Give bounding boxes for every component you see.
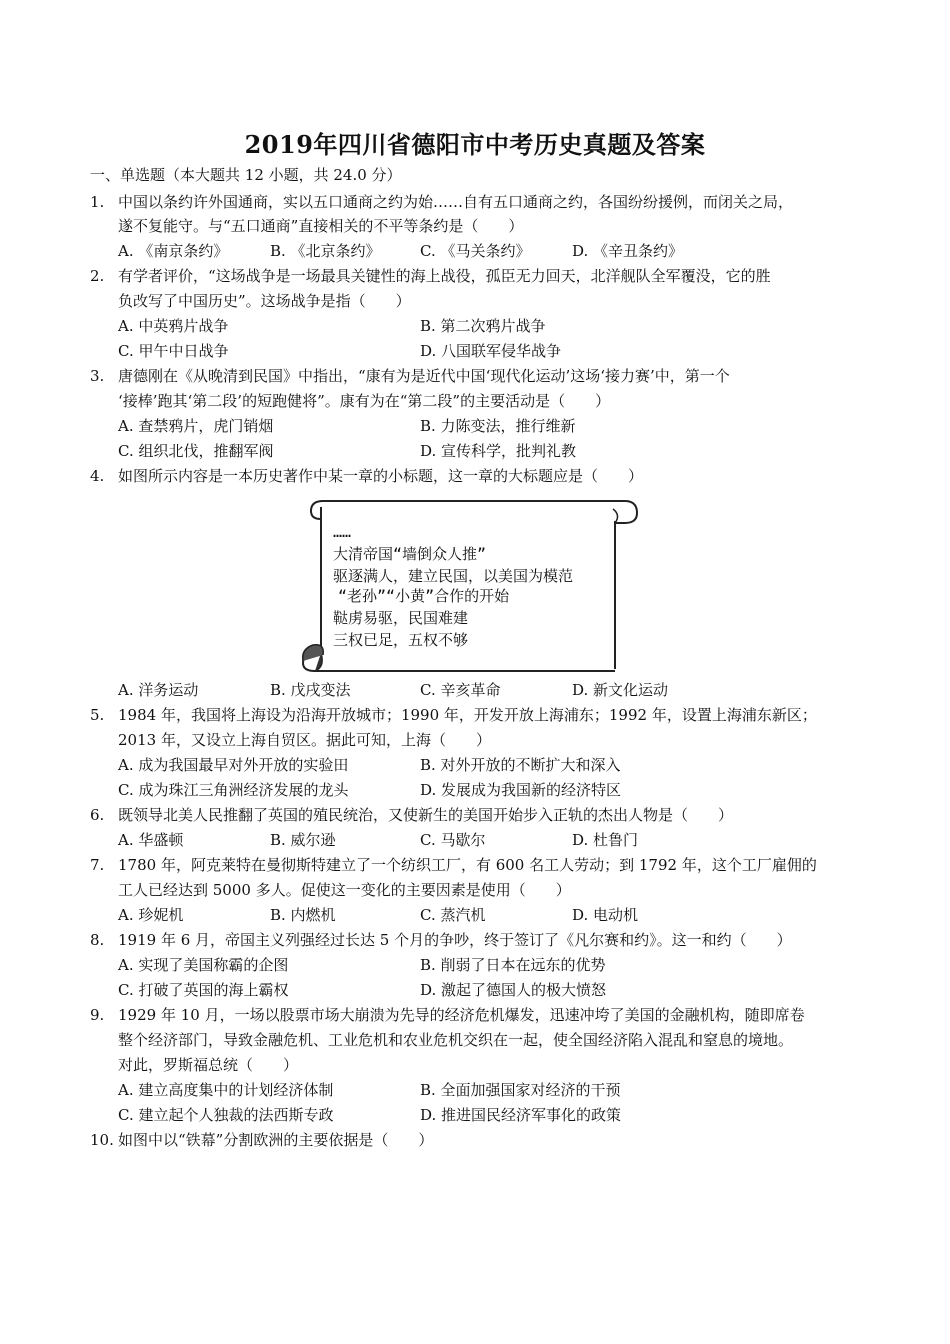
question-number: 4. bbox=[90, 467, 105, 485]
option-c: C. 《马关条约》 bbox=[420, 242, 531, 260]
question-text: 1929 年 10 月，一场以股票市场大崩溃为先导的经济危机爆发，迅速冲垮了美国的金融机构，随即席卷 bbox=[118, 1006, 805, 1024]
option-a: A. 查禁鸦片，虎门销烟 bbox=[118, 417, 274, 435]
question-text: 1780 年，阿克莱特在曼彻斯特建立了一个纺织工厂，有 600 名工人劳动；到 1792 年，这个工厂雇佣的 bbox=[118, 856, 817, 874]
option-c: C. 甲午中日战争 bbox=[118, 342, 229, 360]
option-b: B. 第二次鸦片战争 bbox=[420, 317, 546, 335]
option-d: D. 激起了德国人的极大愤怒 bbox=[420, 981, 607, 999]
question-text: 整个经济部门，导致金融危机、工业危机和农业危机交织在一起，使全国经济陷入混乱和窒息的境地。 bbox=[118, 1031, 794, 1049]
question-text: 对此，罗斯福总统（ ） bbox=[118, 1056, 299, 1074]
question-number: 9. bbox=[90, 1006, 105, 1024]
option-d: D. 宣传科学，批判礼教 bbox=[420, 442, 577, 460]
option-a: A. 中英鸦片战争 bbox=[118, 317, 229, 335]
page-title: 2019年四川省德阳市中考历史真题及答案 bbox=[244, 130, 706, 159]
option-b: B. 对外开放的不断扩大和深入 bbox=[420, 756, 621, 774]
question-text: 1919 年 6 月，帝国主义列强经过长达 5 个月的争吵，终于签订了《凡尔赛和约》。这一和约（ ） bbox=[118, 931, 792, 949]
option-b: B. 《北京条约》 bbox=[270, 242, 381, 260]
option-d: D. 电动机 bbox=[572, 906, 639, 924]
option-b: B. 内燃机 bbox=[270, 906, 336, 924]
question-text: 既领导北美人民推翻了英国的殖民统治，又使新生的美国开始步入正轨的杰出人物是（ ） bbox=[118, 806, 734, 824]
scroll-line: 三权已足，五权不够 bbox=[333, 631, 469, 649]
question-text: 如图所示内容是一本历史著作中某一章的小标题，这一章的大标题应是（ ） bbox=[118, 467, 644, 485]
question-text: 2013 年，又设立上海自贸区。据此可知，上海（ ） bbox=[118, 731, 491, 749]
question-number: 6. bbox=[90, 806, 105, 824]
option-d: D. 八国联军侵华战争 bbox=[420, 342, 562, 360]
option-c: C. 建立起个人独裁的法西斯专政 bbox=[118, 1106, 334, 1124]
question-text: 遂不复能守。与“五口通商”直接相关的不平等条约是（ ） bbox=[118, 217, 524, 235]
option-b: B. 力陈变法，推行维新 bbox=[420, 417, 576, 435]
question-number: 3. bbox=[90, 367, 105, 385]
option-d: D. 发展成为我国新的经济特区 bbox=[420, 781, 622, 799]
question-text: 如图中以“铁幕”分割欧洲的主要依据是（ ） bbox=[118, 1131, 434, 1149]
question-number: 7. bbox=[90, 856, 105, 874]
option-d: D. 杜鲁门 bbox=[572, 831, 639, 849]
question-number: 1. bbox=[90, 193, 105, 211]
scroll-line: 驱逐满人，建立民国，以美国为模范 bbox=[333, 567, 574, 585]
question-text: 1984 年，我国将上海设为沿海开放城市；1990 年，开发开放上海浦东；1992 年，设置上海浦东新区； bbox=[118, 706, 817, 724]
option-a: A. 洋务运动 bbox=[118, 681, 199, 699]
option-a: A. 《南京条约》 bbox=[118, 242, 229, 260]
scroll-line: 鞑虏易驱，民国难建 bbox=[333, 609, 469, 627]
option-b: B. 削弱了日本在远东的优势 bbox=[420, 956, 606, 974]
question-text: 工人已经达到 5000 多人。促使这一变化的主要因素是使用（ ） bbox=[118, 881, 571, 899]
question-text: 中国以条约许外国通商，实以五口通商之约为始……自有五口通商之约，各国纷纷援例，而闭关之局， bbox=[118, 193, 794, 211]
question-text: ‘接棒’跑其‘第二段’的短跑健将”。康有为在“第二段”的主要活动是（ ） bbox=[118, 392, 611, 410]
question-text: 唐德刚在《从晚清到民国》中指出，“康有为是近代中国‘现代化运动’这场‘接力赛’中，第一个 bbox=[118, 367, 730, 385]
question-text: 负改写了中国历史”。这场战争是指（ ） bbox=[118, 292, 411, 310]
scroll-line: …… bbox=[333, 523, 352, 541]
question-number: 8. bbox=[90, 931, 105, 949]
option-a: A. 建立高度集中的计划经济体制 bbox=[118, 1081, 334, 1099]
option-d: D. 《辛丑条约》 bbox=[572, 242, 684, 260]
scroll-line: “老孙”“小黄”合作的开始 bbox=[338, 587, 510, 605]
option-a: A. 华盛顿 bbox=[118, 831, 184, 849]
option-a: A. 实现了美国称霸的企图 bbox=[118, 956, 289, 974]
option-c: C. 打破了英国的海上霸权 bbox=[118, 981, 289, 999]
section-heading: 一、单选题（本大题共 12 小题，共 24.0 分） bbox=[90, 166, 402, 184]
option-b: B. 威尔逊 bbox=[270, 831, 336, 849]
question-number: 2. bbox=[90, 267, 105, 285]
option-b: B. 戊戌变法 bbox=[270, 681, 351, 699]
option-d: D. 新文化运动 bbox=[572, 681, 669, 699]
question-number: 10. bbox=[90, 1131, 114, 1149]
option-c: C. 蒸汽机 bbox=[420, 906, 486, 924]
option-c: C. 组织北伐，推翻军阀 bbox=[118, 442, 274, 460]
option-c: C. 马歇尔 bbox=[420, 831, 486, 849]
option-a: A. 成为我国最早对外开放的实验田 bbox=[118, 756, 349, 774]
question-text: 有学者评价，“这场战争是一场最具关键性的海上战役，孤臣无力回天，北洋舰队全军覆没，它的胜 bbox=[118, 267, 771, 285]
option-c: C. 成为珠江三角洲经济发展的龙头 bbox=[118, 781, 349, 799]
option-d: D. 推进国民经济军事化的政策 bbox=[420, 1106, 622, 1124]
question-number: 5. bbox=[90, 706, 105, 724]
option-c: C. 辛亥革命 bbox=[420, 681, 501, 699]
scroll-line: 大清帝国“墙倒众人推” bbox=[333, 545, 487, 563]
option-b: B. 全面加强国家对经济的干预 bbox=[420, 1081, 621, 1099]
option-a: A. 珍妮机 bbox=[118, 906, 184, 924]
